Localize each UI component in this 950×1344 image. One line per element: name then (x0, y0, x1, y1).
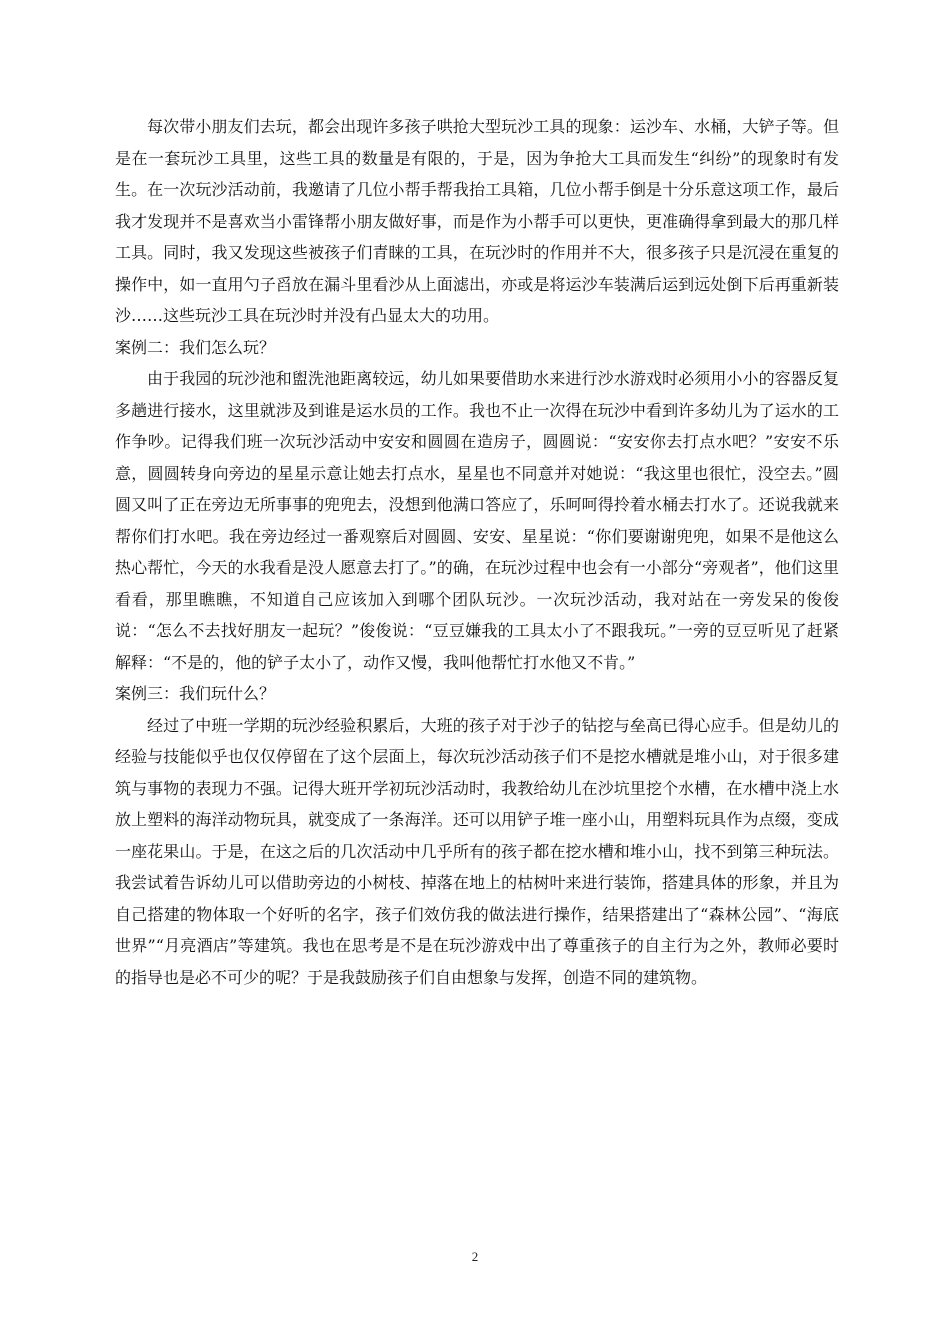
heading-case-three: 案例三：我们玩什么？ (115, 684, 276, 703)
paragraph-case-two-body: 由于我园的玩沙池和盥洗池距离较远，幼儿如果要借助水来进行沙水游戏时必须用小小的容器反复多趟进行接水，这里就涉及到谁是运水员的工作。我也不止一次得在玩沙中看到许多幼儿为了运水的工作争吵。记得我们班一次玩沙活动中安安和圆圆在造房子，圆圆说：“安安你去打点水吧？”安安不乐意，圆圆转身向旁边的星星示意让她去打点水，星星也不同意并对她说：“我这里也很忙，没空去。”圆圆又叫了正在旁边无所事事的兜兜去，没想到他满口答应了，乐呵呵得拎着水桶去打水了。还说我就来帮你们打水吧。我在旁边经过一番观察后对圆圆、安安、星星说：“你们要谢谢兜兜，如果不是他这么热心帮忙，今天的水我看是没人愿意去打了。”的确，在玩沙过程中也会有一小部分“旁观者”，他们这里看看，那里瞧瞧，不知道自己应该加入到哪个团队玩沙。一次玩沙活动，我对站在一旁发呆的俊俊说：“怎么不去找好朋友一起玩？”俊俊说：“豆豆嫌我的工具太小了不跟我玩。”一旁的豆豆听见了赶紧解释：“不是的，他的铲子太小了，动作又慢，我叫他帮忙打水他又不肯。” (115, 369, 839, 672)
heading-case-two: 案例二：我们怎么玩？ (115, 337, 276, 357)
paragraph-case-three-body: 经过了中班一学期的玩沙经验积累后，大班的孩子对于沙子的钻挖与垒高已得心应手。但是幼儿的经验与技能似乎也仅仅停留在了这个层面上，每次玩沙活动孩子们不是挖水槽就是堆小山，对于很多建筑与事物的表现力不强。记得大班开学初玩沙活动时，我教给幼儿在沙坑里挖个水槽，在水槽中浇上水放上塑料的海洋动物玩具，就变成了一条海洋。还可以用铲子堆一座小山，用塑料玩具作为点缀，变成一座花果山。于是，在这之后的几次活动中几乎所有的孩子都在挖水槽和堆小山，找不到第三种玩法。我尝试着告诉幼儿可以借助旁边的小树枝、掉落在地上的枯树叶来进行装饰，搭建具体的形象，并且为自己搭建的物体取一个好听的名字，孩子们效仿我的做法进行操作，结果搭建出了“森林公园”、“海底世界”“月亮酒店”等建筑。我也在思考是不是在玩沙游戏中出了尊重孩子的自主行为之外，教师必要时的指导也是必不可少的呢？于是我鼓励孩子们自由想象与发挥，创造不同的建筑物。 (115, 715, 839, 987)
document-body (115, 111, 839, 993)
page-number: 2 (471, 1249, 479, 1264)
paragraph-case-one-body: 每次带小朋友们去玩，都会出现许多孩子哄抢大型玩沙工具的现象：运沙车、水桶，大铲子等。但是在一套玩沙工具里，这些工具的数量是有限的，于是，因为争抢大工具而发生“纠纷”的现象时有发生。在一次玩沙活动前，我邀请了几位小帮手帮我抬工具箱，几位小帮手倒是十分乐意这项工作，最后我才发现并不是喜欢当小雷锋帮小朋友做好事，而是作为小帮手可以更快，更准确得拿到最大的那几样工具。同时，我又发现这些被孩子们青睐的工具，在玩沙时的作用并不大，很多孩子只是沉浸在重复的操作中，如一直用勺子舀放在漏斗里看沙从上面滤出，亦或是将运沙车装满后运到远处倒下后再重新装沙……这些玩沙工具在玩沙时并没有凸显太大的功用。 (115, 117, 839, 325)
